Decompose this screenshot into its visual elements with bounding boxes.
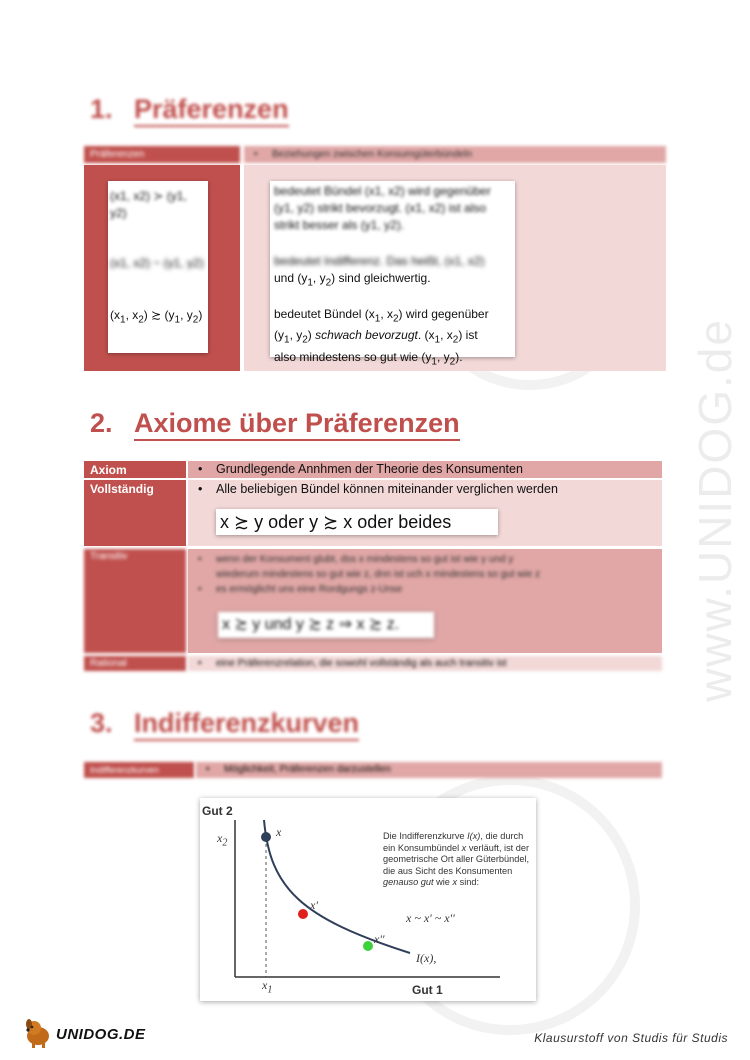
indifference-curve-plot (200, 798, 536, 1001)
meaning-indifferent-line1: bedeutet Indifferenz. Das heißt, (x1, x2) (274, 254, 485, 267)
section1-table-header-right: • Beziehungen zwischen Konsumgüterbündeln (244, 146, 666, 163)
complete-formula: x ≿ y oder y ≿ x oder beides (216, 509, 498, 535)
section1-table-header-left: Präferenzen (84, 146, 240, 163)
indifference-curve-figure (200, 798, 536, 1001)
relation-weak: ($x_1$, $x_2$) ≿ ($y_1$, $y_2$) (110, 308, 203, 326)
transitive-formula: x ≿ y und y ≿ z ⇒ x ≿ z. (218, 612, 434, 638)
section3-heading: 3. Indifferenzkurven (90, 708, 359, 739)
dog-icon (22, 1016, 56, 1050)
figure-description: Die Indifferenzkurve I(x), die durch ein Konsumbündel x verläuft, ist der geometrische Ort aller Güterbündel, die aus Sicht des Konsumenten genauso gut wie x sind: (383, 831, 530, 887)
relation-strict: (x1, x2) ≻ (y1, y2) (110, 189, 187, 220)
footer-tagline: Klausurstoff von Studis für Studis (534, 1031, 728, 1045)
complete-label: Vollständig (84, 480, 186, 546)
point-x-double-prime (363, 941, 373, 951)
x1-tick-label: $x_1$ (262, 978, 273, 996)
point-x-prime-label: x' (310, 898, 318, 912)
point-x-label: x (276, 825, 282, 839)
section2-heading: 2. Axiome über Präferenzen (90, 408, 460, 439)
logo-text: UNIDOG.DE (56, 1026, 146, 1043)
watermark: www.UNIDOG.de (689, 318, 741, 702)
unidog-logo (22, 1016, 162, 1052)
section1-heading: 1. Präferenzen (90, 94, 289, 125)
figure-equation: x ~ x' ~ x'' (406, 911, 455, 925)
x2-tick-label: $x_2$ (217, 831, 228, 849)
axiom-label: Axiom (84, 461, 186, 478)
y-axis-label: Gut 2 (202, 804, 233, 818)
point-x-prime (298, 909, 308, 919)
indifference-label: Indifferenzkurven (84, 762, 194, 778)
point-x (261, 832, 271, 842)
meaning-strict: bedeutet Bündel (x1, x2) wird gegenüber (y1, y2) strikt bevorzugt. (x1, x2) ist also strikt besser als (y1, y2). (274, 184, 491, 232)
rational-label: Rational (84, 656, 186, 671)
x-axis-label: Gut 1 (412, 983, 443, 997)
curve-label: I(x), (416, 951, 437, 965)
axiom-text: • Grundlegende Annhmen der Theorie des Konsumenten (188, 461, 662, 478)
rational-text: • eine Präferenzrelation, die sowohl vollständig als auch transitiv ist (188, 656, 662, 671)
relation-indifferent: (x1, x2) ~ (y1, y2) (110, 256, 204, 269)
meaning-indifferent-line2: und ($y_1$, $y_2$) sind gleichwertig. (274, 271, 431, 289)
point-x-double-prime-label: x'' (374, 932, 385, 946)
transitive-text: • wenn der Konsument glubt, dss x mindestens so gut ist wie y und y wiederum mindestens so gut wie z, dnn ist uch x mindestens so gut wie z • es ermöglicht uns eine Rordgungs z-Unse (198, 554, 541, 595)
transitive-label: Transitiv (84, 549, 186, 653)
indifference-text: • Möglichkeit, Präferenzen darzustellen (196, 762, 662, 778)
complete-cell: • Alle beliebigen Bündel können miteinander verglichen werden (188, 480, 662, 546)
meaning-weak: bedeutet Bündel ($x_1$, $x_2$) wird gegenüber ($y_1$, $y_2$) schwach bevorzugt. ($x_1$, $x_2$) ist also mindestens so gut wie ($y_1$, $y_2$). (274, 307, 489, 368)
